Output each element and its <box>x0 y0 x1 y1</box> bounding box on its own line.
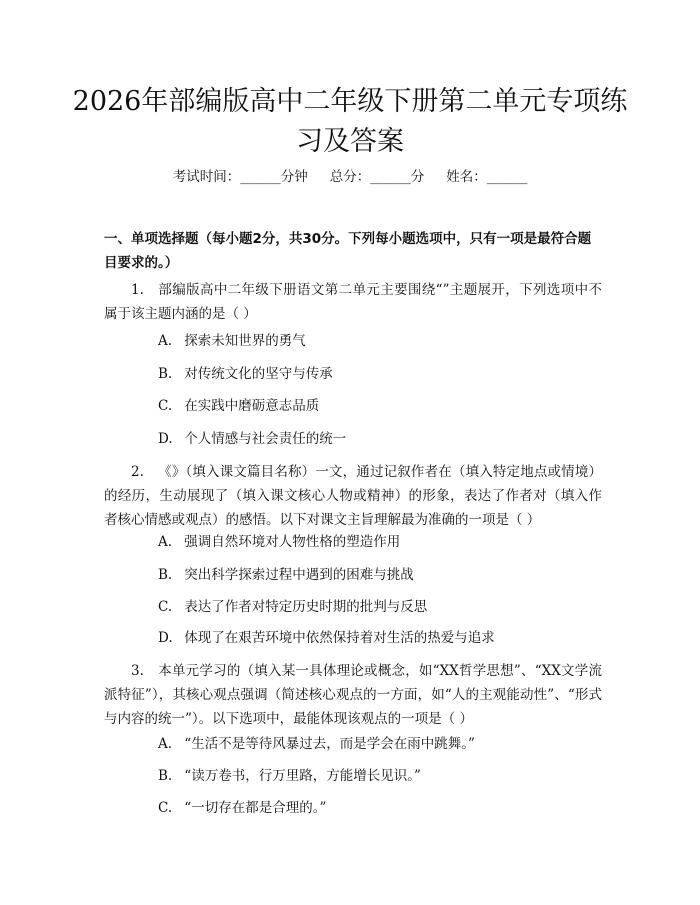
question-3-option-c: C. “一切存在都是合理的。” <box>158 800 327 816</box>
question-3-option-b: B. “读万卷书，行万里路，方能增长见识。” <box>158 768 421 784</box>
question-number: 3. <box>131 663 144 679</box>
question-2-option-a: A. 强调自然环境对人物性格的塑造作用 <box>158 534 401 550</box>
question-1-option-c: C. 在实践中磨砺意志品质 <box>158 398 320 414</box>
question-text: 本单元学习的（填入某一具体理论或概念，如“XX哲学思想”、“XX文学流派特征”），其核心观点强调（简述核心观点的一方面，如“人的主观能动性”、“形式与内容的统一”）。以下选项中，最能体现该观点的一项是（ ） <box>104 663 602 727</box>
question-2-option-c: C. 表达了作者对特定历史时期的批判与反思 <box>158 599 428 615</box>
student-name-field: 姓名：______ <box>446 169 528 185</box>
question-3-option-a: A. “生活不是等待风暴过去，而是学会在雨中跳舞。” <box>158 736 475 752</box>
question-1-option-a: A. 探索未知世界的勇气 <box>158 333 306 349</box>
question-2-option-d: D. 体现了在艰苦环境中依然保持着对生活的热爱与追求 <box>158 630 495 646</box>
question-number: 2. <box>131 464 144 480</box>
question-3-stem <box>104 659 602 731</box>
document-title: 2026年部编版高中二年级下册第二单元专项练习及答案 <box>72 86 628 157</box>
question-number: 1. <box>131 282 144 298</box>
question-text: 部编版高中二年级下册语文第二单元主要围绕“”主题展开，下列选项中不属于该主题内涵的是（ ） <box>104 282 602 322</box>
question-1-stem <box>104 278 602 326</box>
section-heading-single-choice: 一、单项选择题（每小题2分，共30分。下列每小题选项中，只有一项是最符合题目要求的。） <box>104 231 592 271</box>
question-2-option-b: B. 突出科学探索过程中遇到的困难与挑战 <box>158 567 414 583</box>
question-1-option-d: D. 个人情感与社会责任的统一 <box>158 431 347 447</box>
exam-meta <box>0 166 700 188</box>
question-1-option-b: B. 对传统文化的坚守与传承 <box>158 366 333 382</box>
total-score-field: 总分：______分 <box>329 169 425 185</box>
question-text: 《》（填入课文篇目名称）一文，通过记叙作者在（填入特定地点或情境）的经历，生动展现了（填入课文核心人物或精神）的形象，表达了作者对（填入作者核心情感或观点）的感悟。以下对课文主旨理解最为准确的一项是（ ） <box>104 464 602 528</box>
exam-time-field: 考试时间：______分钟 <box>172 169 308 185</box>
question-2-stem <box>104 460 602 532</box>
